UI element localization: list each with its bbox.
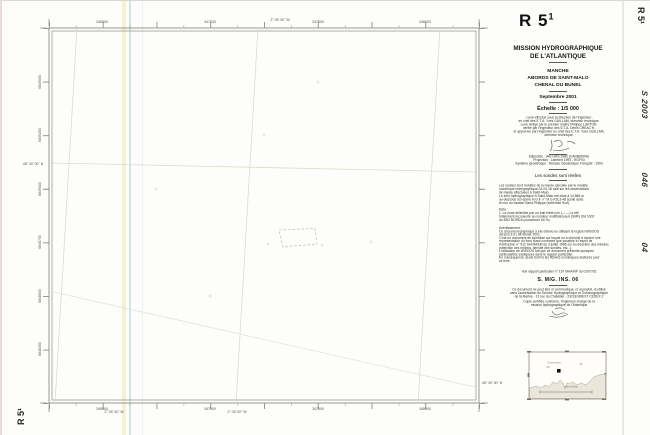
warning-line: Avertissement : [499, 226, 522, 230]
warning-line: ce levé. [499, 259, 511, 263]
credits-line: vérifié par l'ingénieur des E.T.A. Denis CREAC'H, [523, 126, 595, 130]
nota-line: Nota : [499, 208, 508, 212]
credits-line: directeur technique. [544, 133, 574, 137]
report-reference: Voir rapport particulier n° 167 MHA/NP du 01/07/02 [521, 270, 597, 274]
sheet-number-superscript: 1 [548, 11, 555, 22]
channel-label: CHENAL DU BUNEL [534, 83, 582, 88]
fine-print-line: Ce document ne peut être ni communiqué, ni reproduit, ni utilisé [512, 288, 606, 292]
warning-line: C'est un document de synthèse sur lequel on a cherché à donner une [499, 236, 601, 240]
easting-label-bottom-3: 347500 [312, 407, 324, 411]
warning-line: version 3.01 de février 2001. [499, 233, 541, 237]
credits-line: Levé effectué sous la direction de l'ingénieur [526, 116, 592, 120]
survey-date: Septembre 2001 [539, 95, 577, 100]
certification-block [496, 300, 622, 307]
warning-block [496, 227, 625, 263]
sheet-number-title: R $5^1$ [519, 11, 555, 30]
easting-label-top-4: 348000 [419, 20, 431, 24]
fine-print-line: de la Marine - 13 rue du Chatellier - 29228 BREST CEDEX 2 [514, 294, 604, 299]
document-reference: S. MIG. INS. 06 [537, 277, 579, 283]
longitude-label-bottom-1: 2° 05' 30" W [104, 410, 124, 414]
signature-approval [550, 140, 575, 151]
inset-label-cezembre: Cézembre [547, 361, 561, 365]
certification-line: mission hydrographique de l'Atlantique [530, 303, 588, 307]
frame-ticks [46, 25, 482, 406]
soundings-line: numérique marégraphique 03-04-16 calé sur les observations [499, 187, 589, 191]
survey-credits [496, 116, 622, 137]
map-frame [49, 28, 479, 403]
warning-line: particularités expliquées dans le rapport particulier. [499, 252, 574, 257]
longitude-label-bottom-2: 2° 05' 00" W [227, 410, 247, 414]
geodesy-block [496, 155, 622, 165]
soundings-line: le mur du bastion Saint-Philippe (extrémité Sud). [499, 201, 570, 205]
graticule-lines [49, 28, 479, 403]
nota-line: du BH2 BORDA (couverture 64 %). [499, 218, 551, 222]
warning-line: représentation du fond aussi conforme que possible à l'esprit de [499, 239, 593, 244]
easting-label-top-2: 347000 [204, 20, 216, 24]
latitude-label-right: 48° 39' 30" N [481, 381, 503, 385]
easting-label-top-1: 346500 [96, 20, 108, 24]
geodesy-line: Système géodésique : Réseau Géodésique Français - 1993 [515, 161, 603, 166]
credits-line: en chef des E.T.A. Yves GUILLAM, directeur technique. [518, 119, 600, 123]
margin-sheet-number-top-right: R 5¹ [636, 7, 646, 25]
soundings-note [496, 184, 625, 205]
northing-label-left-6: 6848250 [38, 342, 42, 356]
survey-area-marker [557, 369, 561, 373]
fine-print-line: sans l'autorisation du Service Hydrographique et Océanographique [510, 291, 608, 295]
scale-label: Échelle : 1/5 000 [537, 105, 579, 112]
divider [549, 91, 567, 92]
divider [549, 113, 567, 114]
easting-label-bottom-1: 346500 [96, 407, 108, 411]
soundings-line: Le zéro hydrographique à Saint-Malo est situé à 14,566 m [499, 194, 584, 198]
soundings-line: de marée effectuées à Saint-Malo. [499, 190, 550, 195]
warning-line: En conséquence, seuls font foi les fichiers numériques élaborés pour [499, 256, 600, 260]
warning-line: (sélection des minima, densité des sondes, etc...). [499, 246, 573, 250]
warning-line: L'utilisation de WISOOS fait que ce document présente quelques [499, 249, 594, 254]
longitude-label-top: 2° 05' 00" W [270, 18, 290, 22]
margin-handwritten-note-2: 046 [640, 172, 649, 188]
easting-label-top-3: 347500 [312, 20, 324, 24]
geodesy-line: Projection : Lambert 1993 - RGF93 [533, 158, 585, 162]
soundings-line: au-dessous du repère N.G.F. n° M.G.K3L3-48 scellé dans [499, 197, 584, 202]
multibeam-zone-outline [268, 229, 323, 248]
latitude-label-left: 48° 40' 00" N [22, 162, 44, 166]
credits-line: et approuvé par l'ingénieur en chef des E.T.A. Yves GUILLAM, [513, 129, 605, 134]
northing-label-left-1: 6849500 [38, 75, 42, 89]
divider [549, 180, 567, 181]
geodesy-line: Ellipsoïde : IAG GRS 1980 (CANBERRA) [528, 155, 590, 159]
soundings-line: Les sondes sont réduites de la marée calculée par le modèle [499, 184, 588, 188]
region-label: MANCHE [547, 69, 569, 74]
org-name-line2: DE L'ATLANTIQUE [530, 53, 586, 60]
divider [549, 102, 567, 103]
nota-line: 1. La zone délimitée par un trait tireté noir (— —) a été [499, 211, 579, 215]
certification-line: Copie certifiée conforme, l'ingénieur chargé de la [523, 300, 595, 304]
area-label: ABORDS DE SAINT-MALO [527, 76, 589, 81]
divider [549, 169, 567, 170]
northing-label-left-2: 6849250 [38, 128, 42, 142]
margin-handwritten-note-3: 04 [640, 242, 649, 253]
nota-line: totalement recouverte au sondeur multifaisceaux (SMF) EM 1002 [499, 214, 595, 219]
frame-minor-ticks [49, 27, 480, 405]
margin-handwritten-note-1: S 2003 [640, 90, 649, 120]
easting-label-bottom-4: 348000 [419, 407, 431, 411]
warning-line: Ce document graphique a été obtenu en utilisant le logiciel WISOOS [499, 229, 600, 234]
margin-sheet-number-bottom-left: R 5¹ [16, 407, 26, 425]
soundings-title: Les sondes sont réelles [534, 173, 582, 178]
easting-label-bottom-2: 347000 [204, 407, 216, 411]
grid-crosses [154, 80, 373, 298]
divider [549, 62, 567, 63]
warning-line: l'instruction n° 512 SHOM/EM du 3 juillet 1986 sur la rédaction des minutes [499, 242, 609, 247]
fine-print-block [496, 288, 622, 298]
divider [549, 285, 567, 286]
northing-label-left-4: 6848750 [38, 235, 42, 249]
inset-label-saint-malo: Saint-Malo [563, 385, 579, 389]
nota-block [496, 208, 625, 222]
northing-label-left-5: 6848500 [38, 289, 42, 303]
org-name-line1: MISSION HYDROGRAPHIQUE [513, 45, 603, 52]
inset-location-map [527, 351, 606, 401]
credits-line: Levé rédigé par le premier maître Philippe LURTON, [520, 122, 598, 127]
signature-certification [549, 308, 568, 317]
northing-label-left-3: 6849000 [38, 182, 42, 196]
